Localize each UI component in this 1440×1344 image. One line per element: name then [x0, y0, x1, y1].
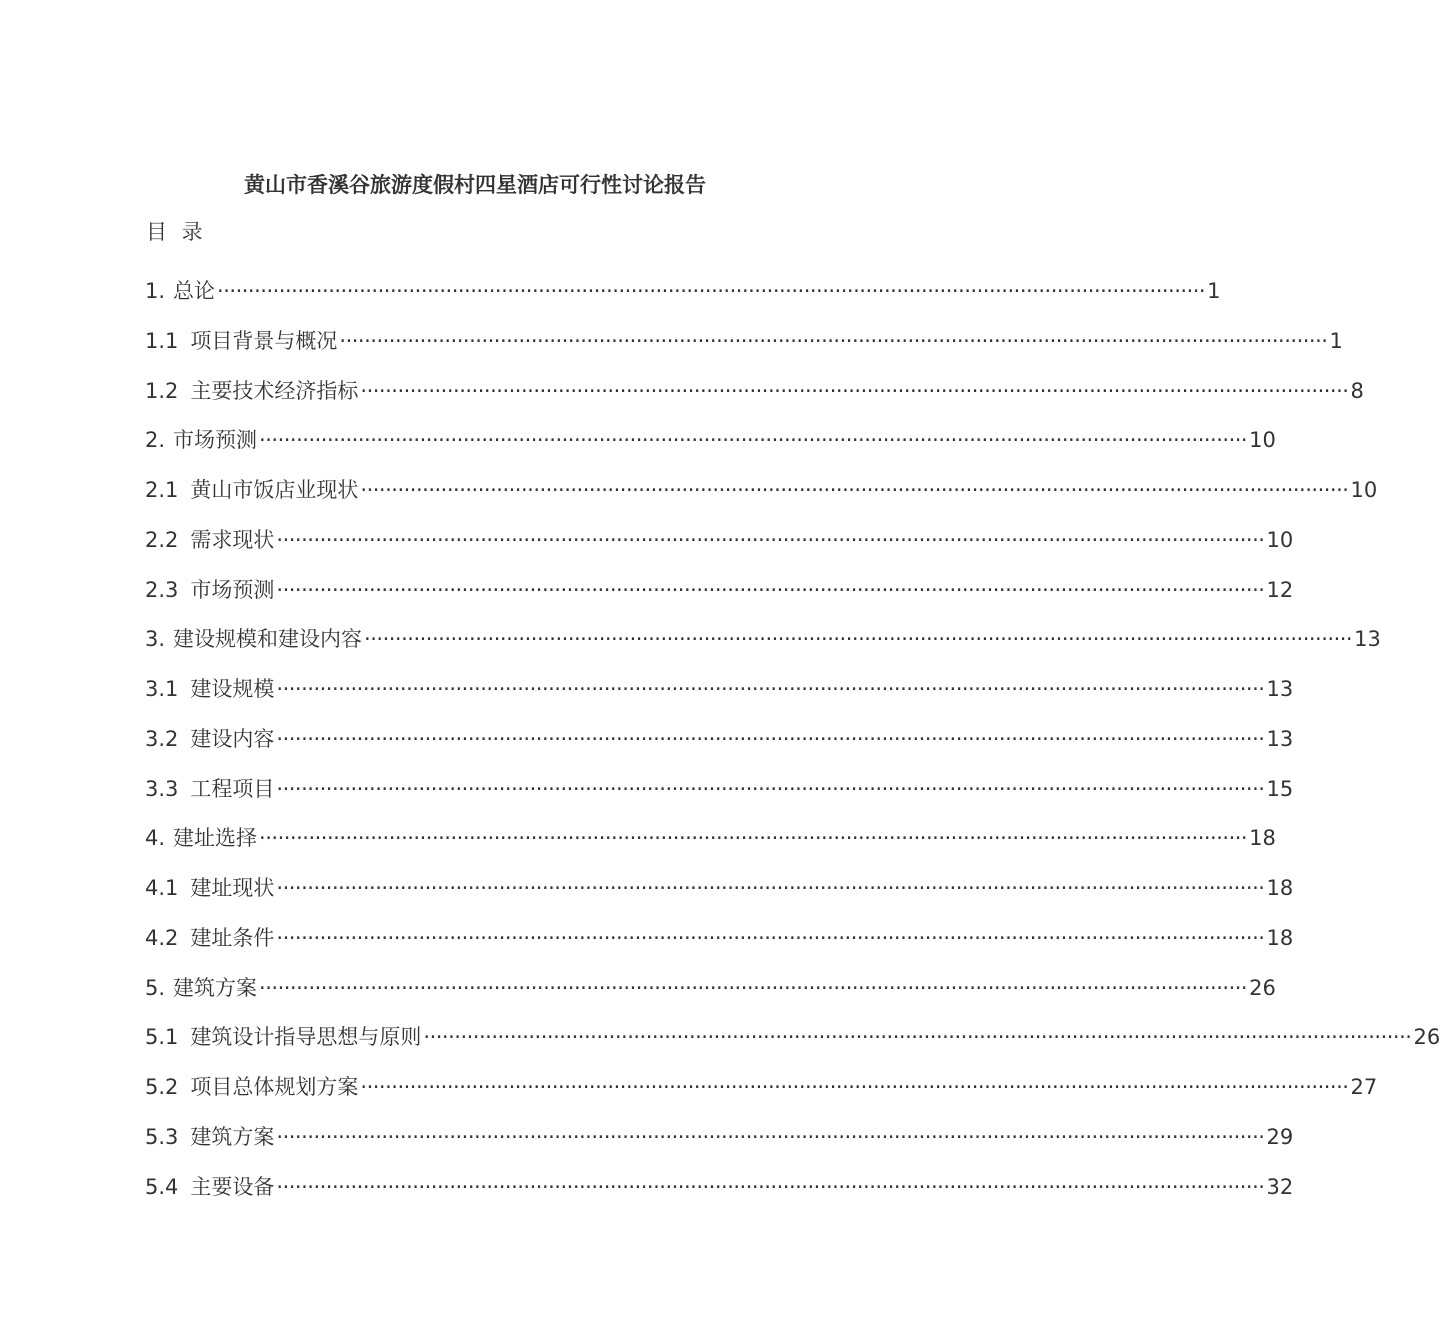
toc-entry-number: 2.3: [145, 577, 179, 602]
toc-entry[interactable]: [145, 1173, 1294, 1223]
toc-entry-number: 1.1: [145, 328, 179, 353]
toc-entry-page-number: 27: [1350, 1075, 1378, 1099]
toc-dot-leader: ································································································································································: [259, 975, 1248, 1000]
toc-entry[interactable]: [145, 526, 1294, 576]
toc-entry-page-number: 26: [1249, 975, 1276, 1000]
toc-entry-label: 建址选择: [173, 826, 258, 851]
toc-entry-page-number: 13: [1354, 627, 1381, 652]
toc-entry-number: 3.: [145, 627, 166, 652]
toc-entry-number: 5.4: [145, 1174, 179, 1199]
toc-entry-page-number: 13: [1266, 677, 1294, 701]
toc-entry-number: 3.2: [145, 726, 179, 751]
toc-dot-leader: ································································································································································: [276, 876, 1265, 900]
toc-dot-leader: ································································································································································: [276, 1174, 1265, 1199]
toc-entry-page-number: 10: [1266, 527, 1294, 552]
toc-dot-leader: ································································································································································: [423, 1025, 1412, 1050]
toc-entry-number: 3.1: [145, 677, 179, 701]
toc-entry-label: 总论: [173, 279, 216, 303]
toc-entry-page-number: 26: [1413, 1025, 1440, 1050]
toc-entry-number: 5.2: [145, 1075, 179, 1099]
toc-entry[interactable]: [145, 625, 1381, 675]
document-title: 黄山市香溪谷旅游度假村四星酒店可行性讨论报告: [244, 173, 706, 197]
toc-entry-number: 1.2: [145, 378, 179, 403]
toc-entry[interactable]: [145, 775, 1294, 825]
toc-entry-number: 4.: [145, 826, 166, 851]
toc-entry[interactable]: [145, 1073, 1378, 1123]
toc-entry-label: 市场预测: [173, 428, 258, 453]
toc-entry-number: 1.: [145, 279, 166, 303]
toc-entry-page-number: 10: [1249, 428, 1276, 453]
toc-entry-number: 4.1: [145, 876, 179, 900]
toc-entry[interactable]: [145, 675, 1294, 725]
toc-entry-label: 建址条件: [190, 925, 275, 950]
toc-dot-leader: ································································································································································: [339, 328, 1328, 353]
toc-entry-page-number: 1: [1329, 328, 1343, 353]
toc-entry-label: 项目背景与概况: [190, 328, 338, 353]
toc-entry-label: 需求现状: [190, 527, 275, 552]
toc-entry-page-number: 18: [1249, 826, 1276, 851]
toc-entry-label: 主要技术经济指标: [190, 378, 359, 403]
toc-entry-page-number: 32: [1266, 1174, 1294, 1199]
toc-entry-page-number: 10: [1350, 478, 1378, 502]
toc-entry-page-number: 18: [1266, 925, 1294, 950]
toc-entry-page-number: 15: [1266, 776, 1294, 801]
toc-dot-leader: ································································································································································: [276, 776, 1265, 801]
toc-dot-leader: ································································································································································: [276, 527, 1265, 552]
toc-entry-number: 5.3: [145, 1124, 179, 1149]
toc-dot-leader: ································································································································································: [364, 627, 1353, 652]
toc-entry[interactable]: [145, 1023, 1440, 1073]
toc-entry[interactable]: [145, 725, 1294, 775]
toc-entry[interactable]: [145, 377, 1364, 427]
toc-entry[interactable]: [145, 576, 1294, 626]
table-of-contents: [145, 277, 1440, 1222]
toc-entry-page-number: 29: [1266, 1124, 1294, 1149]
toc-entry-label: 工程项目: [190, 776, 275, 801]
toc-dot-leader: ································································································································································: [259, 428, 1248, 453]
toc-entry[interactable]: [145, 824, 1276, 874]
toc-entry[interactable]: [145, 924, 1294, 974]
toc-entry-number: 5.1: [145, 1025, 179, 1050]
toc-entry-page-number: 8: [1350, 378, 1364, 403]
toc-entry-page-number: 18: [1266, 876, 1294, 900]
toc-entry-label: 建筑设计指导思想与原则: [190, 1025, 422, 1050]
toc-entry[interactable]: [145, 974, 1276, 1024]
toc-dot-leader: ································································································································································: [360, 378, 1349, 403]
toc-dot-leader: ································································································································································: [276, 726, 1265, 751]
toc-entry-label: 建筑方案: [173, 975, 258, 1000]
toc-entry[interactable]: [145, 426, 1276, 476]
toc-entry-page-number: 13: [1266, 726, 1294, 751]
toc-entry-label: 主要设备: [190, 1174, 275, 1199]
toc-dot-leader: ································································································································································: [360, 1075, 1349, 1099]
toc-entry-number: 2.: [145, 428, 166, 453]
toc-entry-label: 建址现状: [190, 876, 275, 900]
toc-entry[interactable]: [145, 277, 1221, 327]
toc-dot-leader: ································································································································································: [259, 826, 1248, 851]
toc-dot-leader: ································································································································································: [276, 577, 1265, 602]
toc-entry-label: 市场预测: [190, 577, 275, 602]
toc-entry-number: 4.2: [145, 925, 179, 950]
toc-heading: 目 录: [146, 220, 207, 244]
toc-dot-leader: ································································································································································: [276, 677, 1265, 701]
toc-dot-leader: ································································································································································: [217, 279, 1206, 303]
toc-entry[interactable]: [145, 874, 1294, 924]
toc-entry[interactable]: [145, 327, 1343, 377]
toc-entry-number: 2.2: [145, 527, 179, 552]
toc-entry-label: 建设内容: [190, 726, 275, 751]
toc-entry[interactable]: [145, 1123, 1294, 1173]
toc-entry-label: 建筑方案: [190, 1124, 275, 1149]
toc-entry-page-number: 1: [1207, 279, 1221, 303]
toc-dot-leader: ································································································································································: [276, 1124, 1265, 1149]
toc-dot-leader: ································································································································································: [276, 925, 1265, 950]
toc-entry-page-number: 12: [1266, 577, 1294, 602]
toc-entry-number: 2.1: [145, 478, 179, 502]
toc-entry-label: 建设规模和建设内容: [173, 627, 363, 652]
toc-entry[interactable]: [145, 476, 1378, 526]
toc-dot-leader: ································································································································································: [360, 478, 1349, 502]
toc-entry-number: 3.3: [145, 776, 179, 801]
toc-entry-number: 5.: [145, 975, 166, 1000]
toc-entry-label: 黄山市饭店业现状: [190, 478, 359, 502]
toc-entry-label: 建设规模: [190, 677, 275, 701]
toc-entry-label: 项目总体规划方案: [190, 1075, 359, 1099]
